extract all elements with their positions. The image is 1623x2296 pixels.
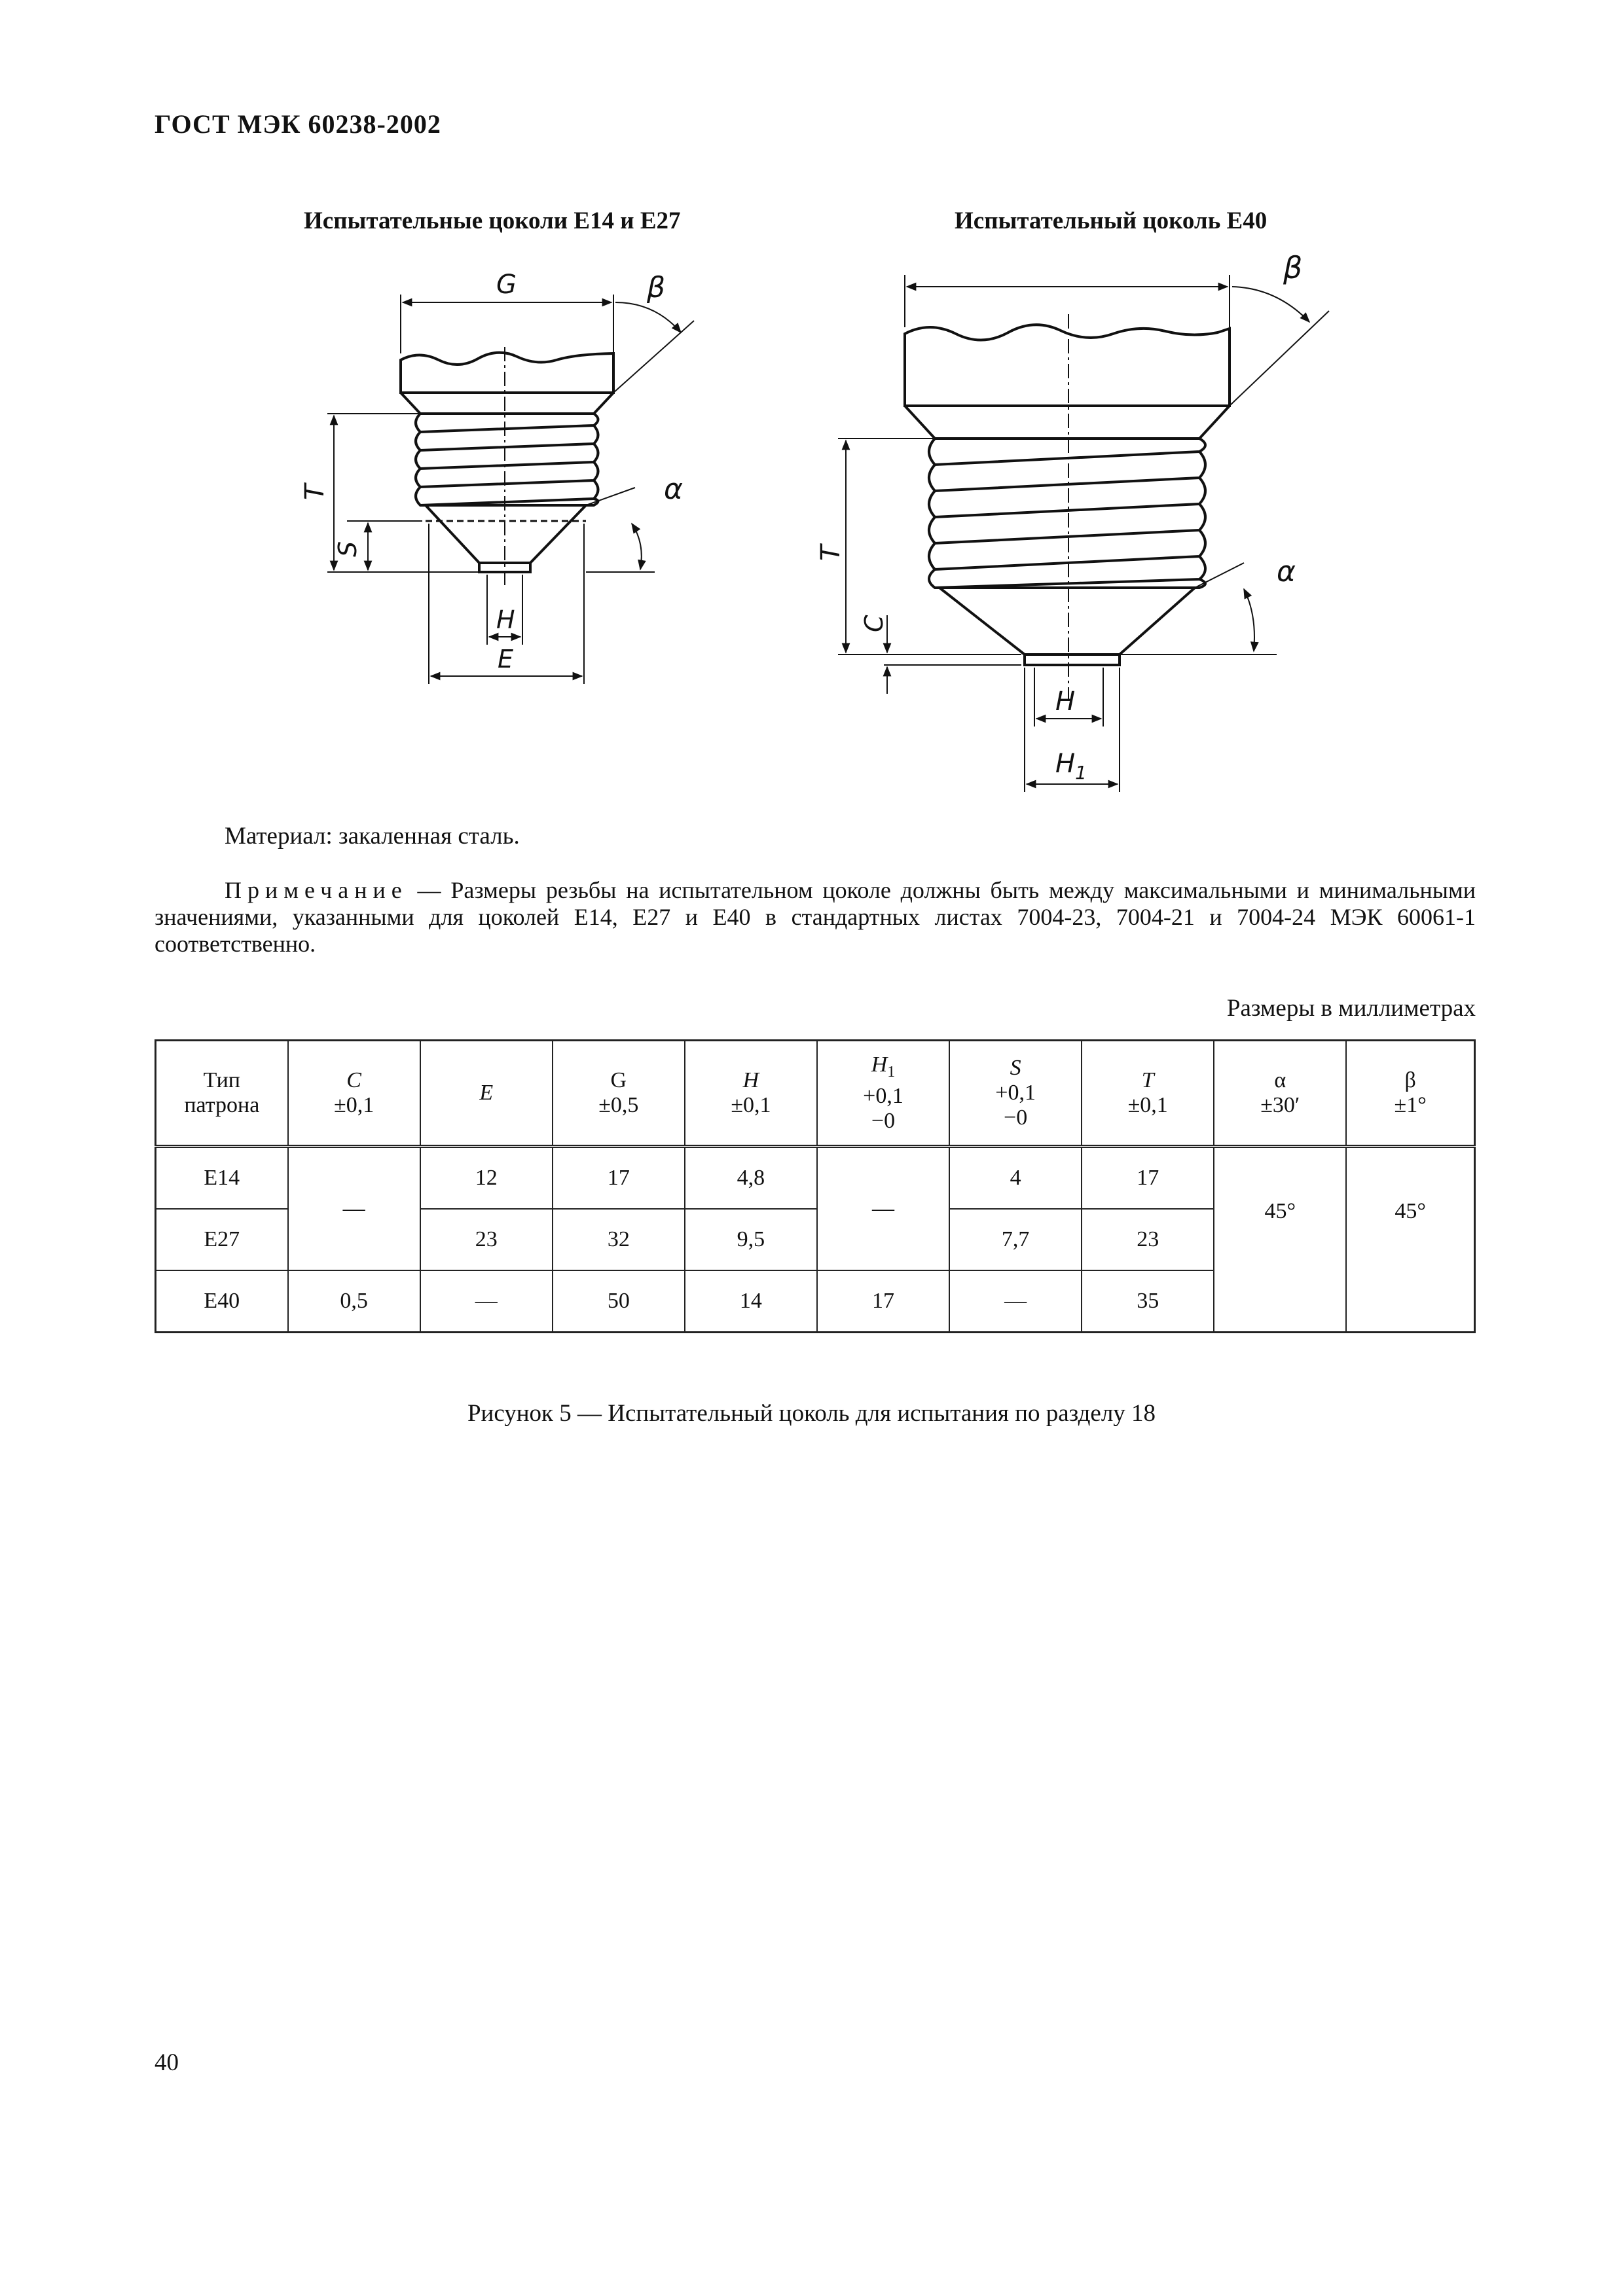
header-h: H ±0,1	[685, 1041, 817, 1147]
header-t: T ±0,1	[1082, 1041, 1214, 1147]
units-note: Размеры в миллиметрах	[1226, 995, 1476, 1022]
left-beta-label: β	[647, 271, 666, 304]
cell-g: 17	[553, 1147, 685, 1210]
note-text: Размеры резьбы на испытательном цоколе должны быть между максимальными и минимальными значениями, указанными для цоколей Е14, Е27 и Е40 в стандартных листах 7004-23, 7004-21 и 7004-24 МЭК 60061-1 соответственно.	[155, 877, 1476, 957]
cell-h: 4,8	[685, 1147, 817, 1210]
cell-s: 4	[949, 1147, 1082, 1210]
cell-type: Е40	[156, 1270, 288, 1333]
header-c: C ±0,1	[288, 1041, 420, 1147]
cell-h1: —	[817, 1147, 949, 1271]
header-alpha: α ±30′	[1214, 1041, 1346, 1147]
page-number: 40	[155, 2049, 179, 2076]
right-alpha-label: α	[1277, 555, 1296, 588]
header-g: G ±0,5	[553, 1041, 685, 1147]
cell-t: 17	[1082, 1147, 1214, 1210]
document-header: ГОСТ МЭК 60238-2002	[155, 109, 441, 139]
table-header-row	[156, 1041, 1475, 1147]
cell-e: —	[420, 1270, 553, 1333]
note-label: Примечание	[225, 877, 408, 903]
left-h-label: H	[496, 605, 515, 634]
right-c-label: C	[860, 615, 888, 632]
header-s: S +0,1 −0	[949, 1041, 1082, 1147]
right-beta-label: β	[1283, 250, 1303, 285]
cell-c: 0,5	[288, 1270, 420, 1333]
e40-cap-drawing	[816, 249, 1349, 812]
cell-type: Е27	[156, 1209, 288, 1270]
cell-h: 14	[685, 1270, 817, 1333]
note-dash: —	[407, 877, 451, 903]
cell-e: 12	[420, 1147, 553, 1210]
right-h-label: H	[1055, 687, 1076, 717]
header-type: Тип патрона	[156, 1041, 288, 1147]
right-h1-label: $H_1$	[1055, 749, 1087, 783]
table-row	[156, 1147, 1475, 1210]
header-h1: $H_1$ +0,1 −0	[817, 1041, 949, 1147]
left-t-label: T	[300, 484, 330, 500]
cell-alpha: 45°	[1214, 1147, 1346, 1333]
cell-t: 23	[1082, 1209, 1214, 1270]
cell-h: 9,5	[685, 1209, 817, 1270]
cell-h1: 17	[817, 1270, 949, 1333]
header-e: E	[420, 1041, 553, 1147]
cell-g: 50	[553, 1270, 685, 1333]
header-beta: β ±1°	[1346, 1041, 1474, 1147]
cell-beta: 45°	[1346, 1147, 1474, 1333]
cell-e: 23	[420, 1209, 553, 1270]
note-paragraph	[155, 877, 1476, 958]
dimensions-table	[155, 1039, 1476, 1333]
cell-g: 32	[553, 1209, 685, 1270]
material-line: Материал: закаленная сталь.	[225, 823, 520, 850]
cell-type: Е14	[156, 1147, 288, 1210]
cell-t: 35	[1082, 1270, 1214, 1333]
left-alpha-label: α	[664, 473, 684, 506]
left-figure-title: Испытательные цоколи Е14 и Е27	[304, 207, 681, 234]
cell-s: 7,7	[949, 1209, 1082, 1270]
cell-c: —	[288, 1147, 420, 1271]
figure-caption: Рисунок 5 — Испытательный цоколь для испытания по разделу 18	[467, 1400, 1156, 1427]
left-g-label: G	[496, 270, 517, 300]
e14-e27-cap-drawing	[288, 262, 720, 694]
right-figure-title: Испытательный цоколь Е40	[955, 207, 1267, 234]
right-t-label: T	[816, 545, 846, 561]
cell-s: —	[949, 1270, 1082, 1333]
left-e-label: E	[498, 645, 514, 673]
left-s-label: S	[333, 541, 362, 557]
